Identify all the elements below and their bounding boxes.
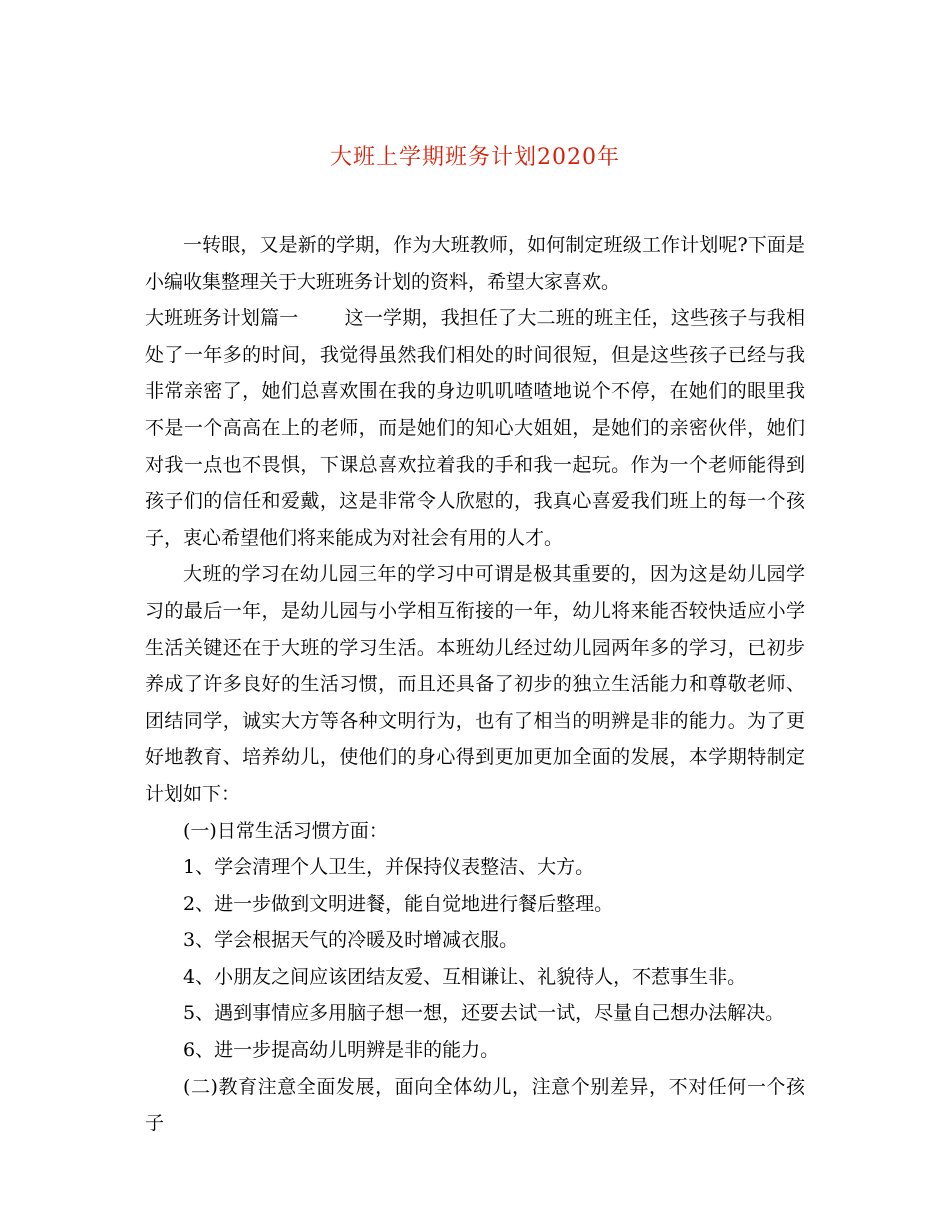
document-title: 大班上学期班务计划2020年: [330, 145, 620, 170]
section-paragraph: [145, 300, 805, 556]
list-item: 5、遇到事情应多用脑子想一想，还要去试一试，尽量自己想办法解决。: [183, 1002, 785, 1025]
list-item: 3、学会根据天气的冷暖及时增减衣服。: [183, 929, 519, 952]
list-item: 6、进一步提高幼儿明辨是非的能力。: [183, 1039, 500, 1062]
list-item: 4、小朋友之间应该团结友爱、互相谦让、礼貌待人，不惹事生非。: [183, 965, 747, 988]
paragraph-3: (二)教育注意全面发展，面向全体幼儿，注意个别差异，不对任何一个孩子: [145, 1075, 805, 1135]
list-item: 1、学会清理个人卫生，并保持仪表整洁、大方。: [183, 856, 595, 879]
section-heading: 大班班务计划篇一: [145, 307, 299, 330]
list-heading: (一)日常生活习惯方面：: [183, 819, 388, 842]
intro-paragraph: 一转眼，又是新的学期，作为大班教师，如何制定班级工作计划呢?下面是小编收集整理关于大班班务计划的资料，希望大家喜欢。: [145, 234, 805, 293]
document-body: [145, 227, 805, 1142]
section-text: 这一学期，我担任了大二班的班主任，这些孩子与我相处了一年多的时间，我觉得虽然我们相处的时间很短，但是这些孩子已经与我非常亲密了，她们总喜欢围在我的身边叽叽喳喳地说个不停，在她们的眼里我不是一个高高在上的老师，而是她们的知心大姐姐，是她们的亲密伙伴，她们对我一点也不畏惧，下课总喜欢拉着我的手和我一起玩。作为一个老师能得到孩子们的信任和爱戴，这是非常令人欣慰的，我真心喜爱我们班上的每一个孩子，衷心希望他们将来能成为对社会有用的人才。: [145, 307, 805, 549]
list-item: 2、进一步做到文明进餐，能自觉地进行餐后整理。: [183, 892, 614, 915]
paragraph-2: 大班的学习在幼儿园三年的学习中可谓是极其重要的，因为这是幼儿园学习的最后一年，是幼儿园与小学相互衔接的一年，幼儿将来能否较快适应小学生活关键还在于大班的学习生活。本班幼儿经过幼儿园两年多的学习，已初步养成了许多良好的生活习惯，而且还具备了初步的独立生活能力和尊敬老师、团结同学，诚实大方等各种文明行为，也有了相当的明辨是非的能力。为了更好地教育、培养幼儿，使他们的身心得到更加更加全面的发展，本学期特制定计划如下：: [145, 563, 805, 805]
